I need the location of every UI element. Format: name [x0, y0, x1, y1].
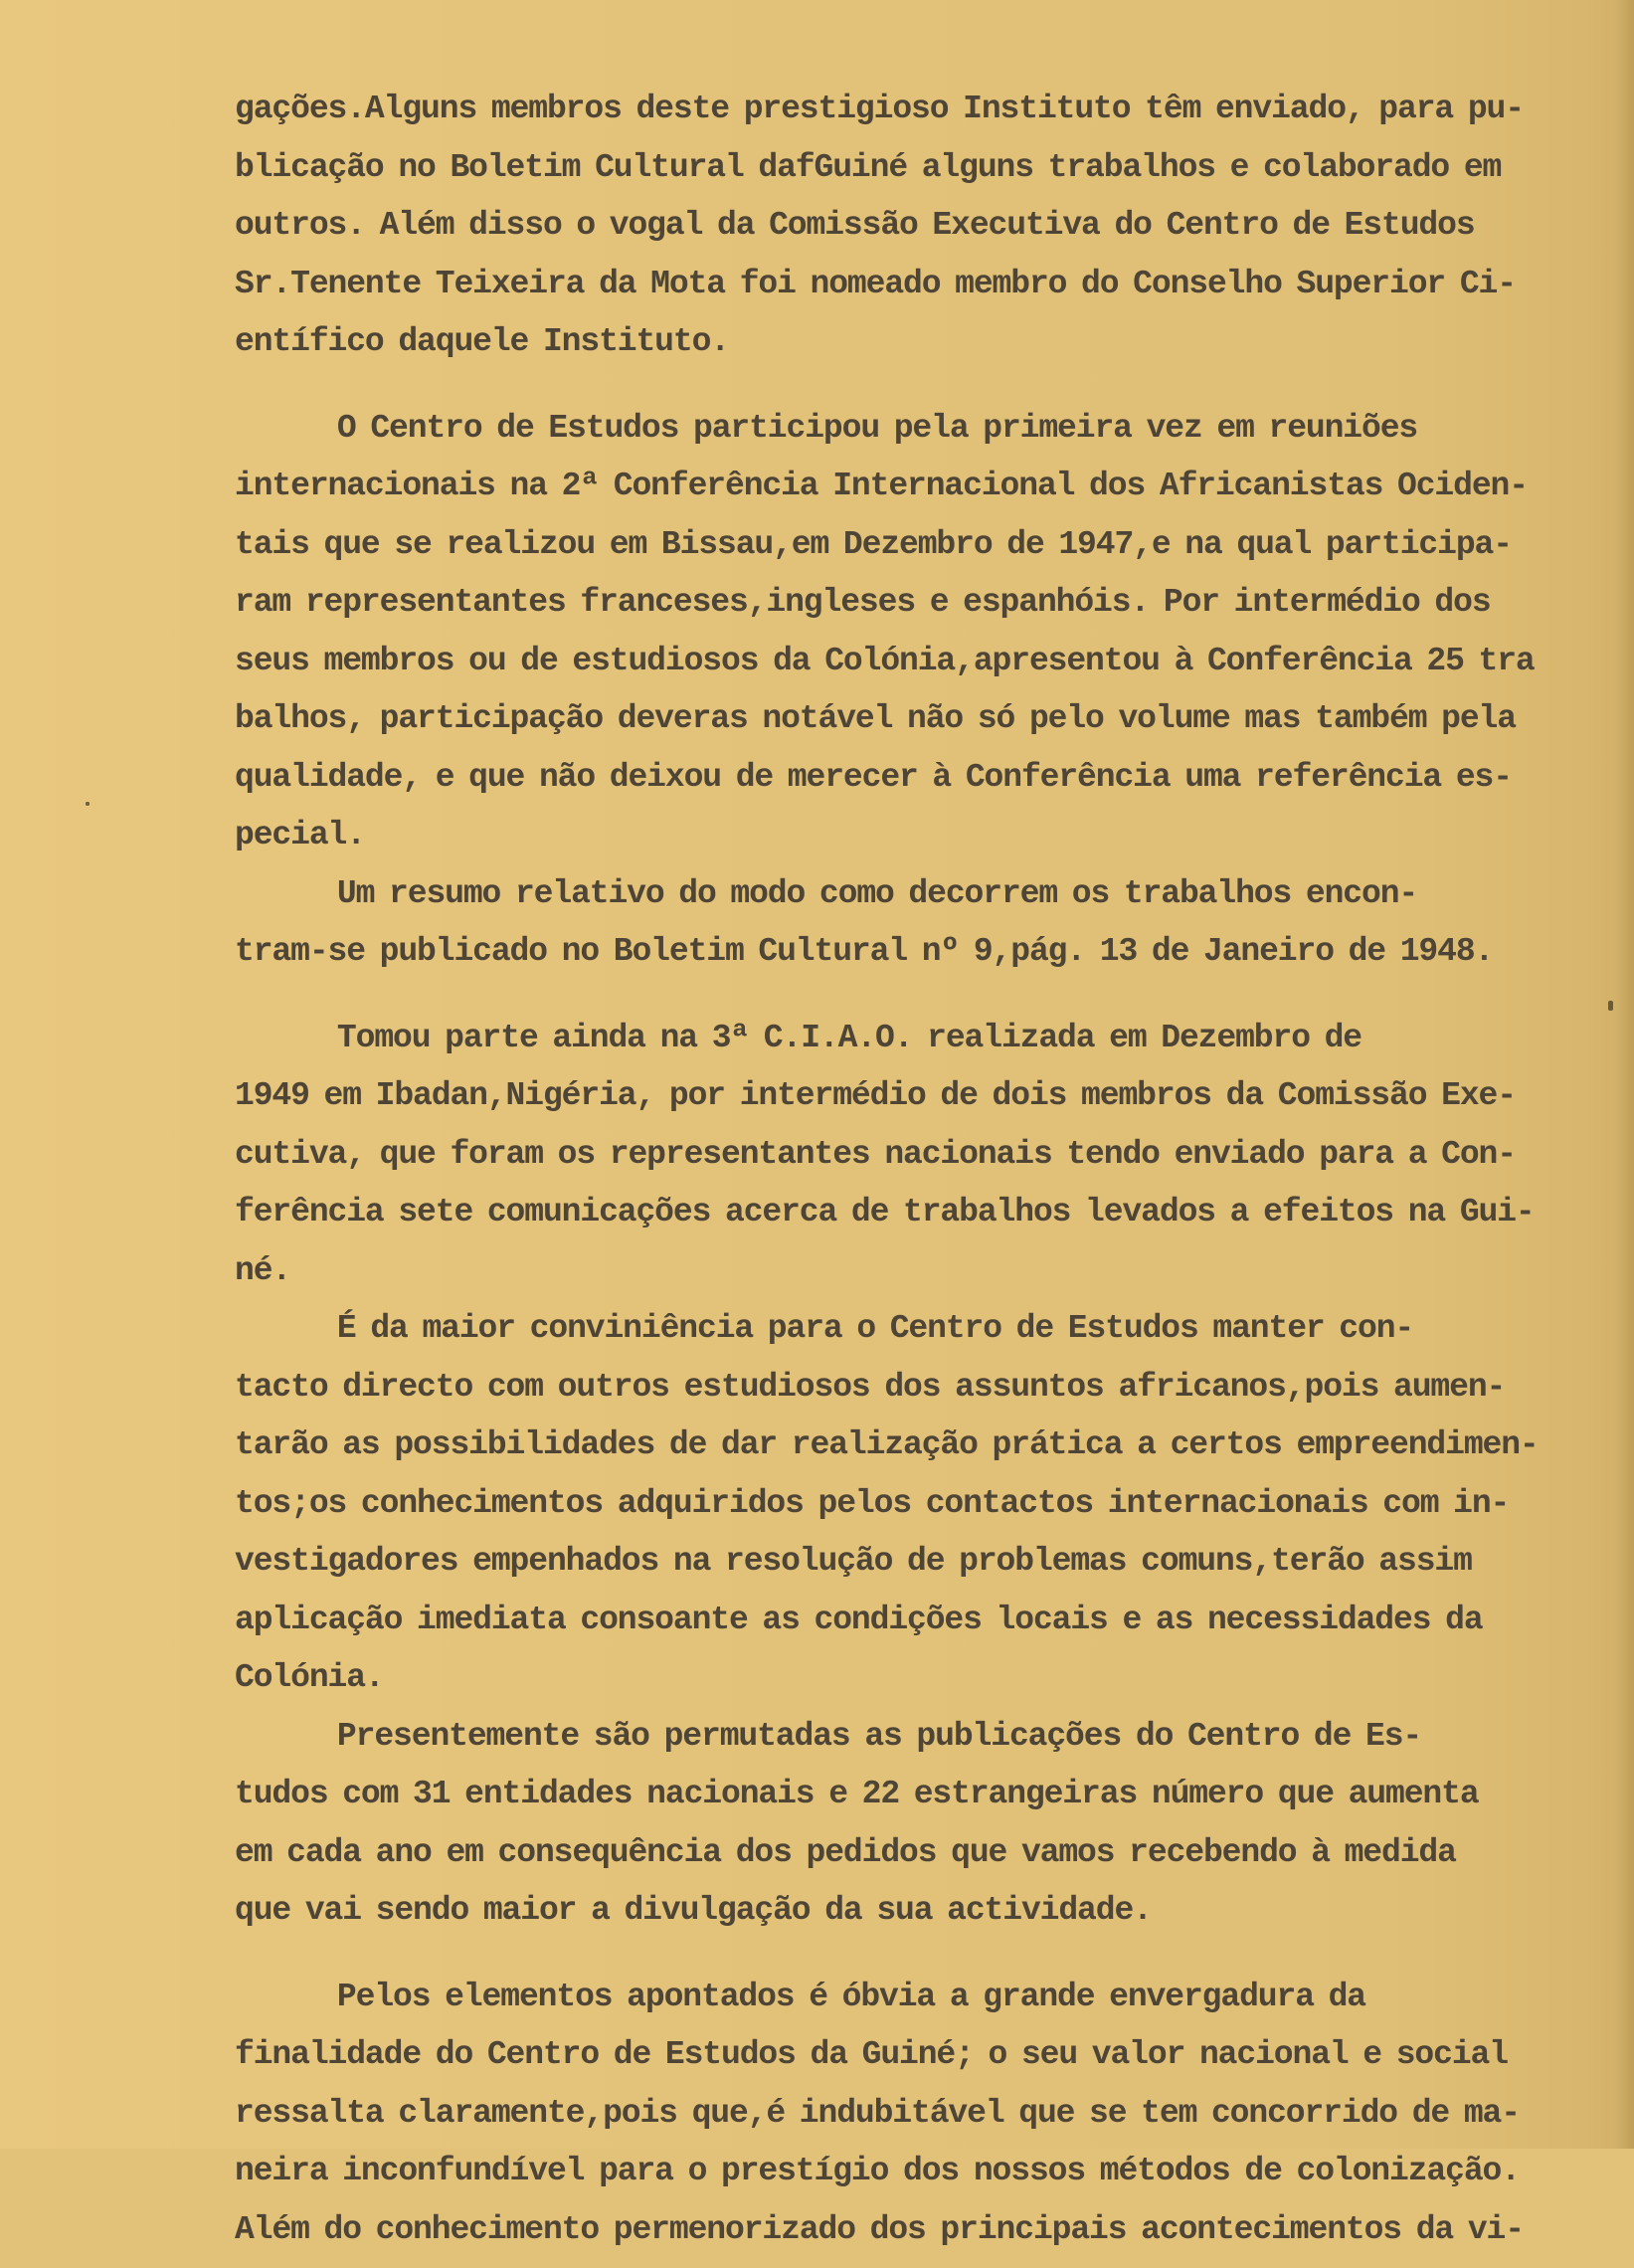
text-line: que vai sendo maior a divulgação da sua actividade. — [235, 1892, 1152, 1929]
text-line: em cada ano em consequência dos pedidos que vamos recebendo à medida — [235, 1833, 1456, 1871]
text-line: tudos com 31 entidades nacionais e 22 estrangeiras número que aumenta — [235, 1776, 1479, 1812]
paragraph — [235, 1309, 1617, 1698]
paragraph-gap — [235, 381, 1617, 409]
text-line: qualidade, e que não deixou de merecer à Conferência uma referência es- — [235, 758, 1512, 796]
text-line: entífico daquele Instituto. — [235, 323, 729, 360]
text-line: Um resumo relativo do modo como decorrem os trabalhos encon- — [235, 874, 1418, 912]
text-line: cutiva, que foram os representantes nacionais tendo enviado para a Con- — [235, 1135, 1516, 1173]
paragraph-gap — [235, 1950, 1617, 1978]
text-line: Tomou parte ainda na 3ª C.I.A.O. realizada em Dezembro de — [235, 1019, 1362, 1056]
text-line: balhos, participação deveras notável não só pelo volume mas também pela — [235, 700, 1516, 737]
text-line: Presentemente são permutadas as publicações do Centro de Es- — [235, 1717, 1422, 1755]
text-line: neira inconfundível para o prestígio dos nossos métodos de colonização. — [235, 2153, 1520, 2189]
text-line: Além do conhecimento permenorizado dos principais acontecimentos da vi- — [235, 2210, 1524, 2248]
paragraph — [235, 1978, 1617, 2250]
text-line: tram-se publicado no Boletim Cultural nº 9,pág. 13 de Janeiro de 1948. — [235, 933, 1494, 970]
text-line: gações.Alguns membros deste prestigioso Instituto têm enviado, para pu- — [235, 91, 1524, 127]
text-line: outros. Além disso o vogal da Comissão Executiva do Centro de Estudos — [235, 207, 1475, 244]
paragraph — [235, 409, 1617, 856]
text-line: tos;os conhecimentos adquiridos pelos contactos internacionais com in- — [235, 1484, 1510, 1522]
text-line: 1949 em Ibadan,Nigéria, por intermédio de dois membros da Comissão Exe- — [235, 1077, 1516, 1114]
text-line: né. — [235, 1251, 291, 1289]
paragraph — [235, 1019, 1617, 1291]
paragraph-gap — [235, 991, 1617, 1019]
text-line: Colónia. — [235, 1659, 384, 1696]
text-line: O Centro de Estudos participou pela primeira vez em reuniões — [235, 409, 1418, 447]
text-line: seus membros ou de estudiosos da Colónia,apresentou à Conferência 25 tra — [235, 642, 1535, 679]
text-line: tarão as possibilidades de dar realização prática a certos empreendimen- — [235, 1426, 1539, 1463]
text-line: vestigadores empenhados na resolução de problemas comuns,terão assim — [235, 1543, 1472, 1580]
text-line: ressalta claramente,pois que,é indubitável que se tem concorrido de ma- — [235, 2094, 1520, 2132]
paragraph — [235, 90, 1617, 362]
text-line: blicação no Boletim Cultural dafGuiné alguns trabalhos e colaborado em — [235, 148, 1502, 186]
text-line: tais que se realizou em Bissau,em Dezembro de 1947,e na qual participa- — [235, 525, 1512, 563]
text-line: ferência sete comunicações acerca de trabalhos levados a efeitos na Gui- — [235, 1194, 1535, 1230]
text-line: Pelos elementos apontados é óbvia a grande envergadura da — [235, 1978, 1366, 2015]
page-edge-shadow — [1616, 0, 1634, 2149]
text-line: finalidade do Centro de Estudos da Guiné; o seu valor nacional e social — [235, 2036, 1508, 2073]
text-line: ram representantes franceses,ingleses e espanhóis. Por intermédio dos — [235, 584, 1491, 621]
text-line: É da maior conviniência para o Centro de Estudos manter con- — [235, 1310, 1414, 1347]
paragraph — [235, 874, 1617, 973]
text-line: pecial. — [235, 817, 365, 853]
text-line: aplicação imediata consoante as condições locais e as necessidades da — [235, 1601, 1483, 1638]
paragraph — [235, 1717, 1617, 1932]
text-line: internacionais na 2ª Conferência Internacional dos Africanistas Ociden- — [235, 468, 1528, 504]
typewritten-text — [235, 90, 1617, 2268]
text-line: Sr.Tenente Teixeira da Mota foi nomeado membro do Conselho Superior Ci- — [235, 265, 1516, 302]
paper-speck — [86, 802, 90, 806]
text-line: tacto directo com outros estudiosos dos assuntos africanos,pois aumen- — [235, 1368, 1506, 1406]
